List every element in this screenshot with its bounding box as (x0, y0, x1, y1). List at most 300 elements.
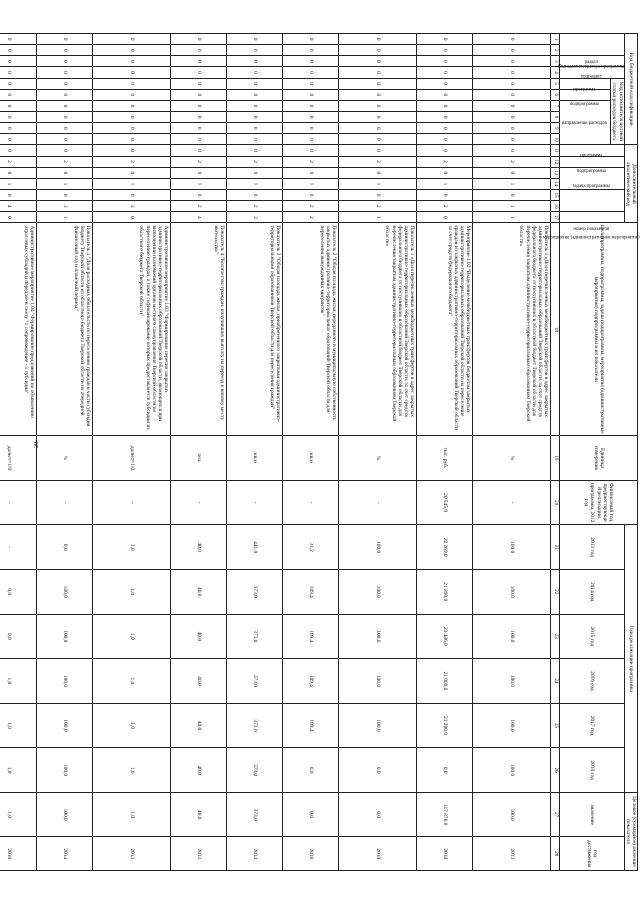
target-value-cell: 1,0 (0, 792, 37, 837)
year-value-cell: 100,0 (339, 614, 417, 659)
code-digit-cell: 0 (339, 67, 417, 78)
year-value-cell: 0,0 (339, 748, 417, 793)
year-value-cell: 1,0 (0, 748, 37, 793)
table-row (0, 34, 37, 871)
code-digit-cell: 0 (417, 190, 473, 201)
code-digit-cell: 0 (473, 134, 551, 145)
code-digit-cell: 1 (339, 178, 417, 189)
fin-year-cell: 20 545,0 (417, 480, 473, 525)
code-digit-cell: 0 (339, 56, 417, 67)
column-index-cell: 24 (551, 659, 560, 704)
column-index-cell: 5 (551, 78, 560, 89)
table-row (227, 34, 283, 871)
unit-cell: да/нет=1/0 (93, 436, 171, 481)
year-value-cell: 0,0 (283, 748, 339, 793)
year-header-2014: 2014 год (560, 569, 624, 614)
analytic-indicator-header: номер показателя (560, 212, 624, 223)
code-digit-cell: 0 (417, 145, 473, 156)
code-digit-cell: 0 (37, 89, 93, 100)
code-digit-cell: 1 (171, 178, 227, 189)
code-digit-cell: 0 (227, 100, 283, 111)
code-digit-cell: 0 (339, 34, 417, 45)
year-value-cell: 40,0 (171, 525, 227, 570)
column-index-cell: 6 (551, 89, 560, 100)
year-value-cell: 1,0 (93, 614, 171, 659)
year-value-cell: 100,0 (473, 614, 551, 659)
table-row (93, 34, 171, 871)
table-row (37, 34, 93, 871)
code-digit-cell: 1 (417, 178, 473, 189)
target-year-cell: 2013 (473, 837, 551, 871)
year-value-cell: 1,0 (93, 703, 171, 748)
goal-text-cell: Административное мероприятие 1.04 "Формирование предложений по объявлению отраслевых субсидий и передаче в смету "1 сопровождение - 1 субсидия" (0, 223, 37, 436)
year-value-cell: 21 898,0 (417, 569, 473, 614)
year-value-cell: 0,0 (0, 569, 37, 614)
code-digit-cell: 4 (0, 201, 37, 212)
code-digit-cell: 0 (473, 111, 551, 122)
year-value-cell: 100,0 (339, 659, 417, 704)
code-digit-cell: 0 (93, 67, 171, 78)
code-digit-cell: 0 (93, 145, 171, 156)
year-value-cell: 373,0 (227, 748, 283, 793)
year-value-cell: 1,0 (0, 703, 37, 748)
column-index-cell: 16 (551, 201, 560, 212)
fin-year-cell: - (37, 480, 93, 525)
target-value-cell: 0,0 (339, 792, 417, 837)
code-digit-cell: 0 (171, 89, 227, 100)
code-digit-cell: 2 (171, 201, 227, 212)
code-digit-cell: 0 (93, 111, 171, 122)
year-header-2016: 2016 год (560, 659, 624, 704)
fin-year-cell: - (93, 480, 171, 525)
code-digit-cell: 0 (171, 45, 227, 56)
code-digit-cell: 2 (417, 156, 473, 167)
goal-text-cell: Показатель 1 «Доля перечисленных межбюджетных трансфертов в адрес закрытых административно-территориальных образований Тверской области, за счет средств федерального бюджета от поступивших в областной бюджет Тверской области для перечисления закрытым административно-территориальным образованиям Тверской области» (473, 223, 551, 436)
code-digit-cell: 1 (473, 178, 551, 189)
table-row (283, 34, 339, 871)
unit-cell: чел. (171, 436, 227, 481)
column-index-cell: 12 (551, 156, 560, 167)
column-index-cell: 15 (551, 190, 560, 201)
code-digit-cell: 0 (0, 111, 37, 122)
unit-cell: кв.м (227, 436, 283, 481)
column-index-cell: 20 (551, 480, 560, 525)
code-digit-cell: 0 (93, 123, 171, 134)
column-index-cell: 4 (551, 67, 560, 78)
code-digit-cell: 0 (0, 100, 37, 111)
year-value-cell: 1,0 (93, 659, 171, 704)
code-digit-cell: 2 (227, 201, 283, 212)
page-number: 29 (34, 442, 40, 448)
code-digit-cell: 0 (417, 67, 473, 78)
goal-text-cell: Мероприятие 1.02 "Выделение межбюджетных трансфертов бюджетам закрытых административно-территориальных образований Тверской области на переселение граждан из закрытых административно-территориальных образований Тверской области за счет средств федерального бюджета" (417, 223, 473, 436)
year-value-cell: 100,0 (37, 614, 93, 659)
year-value-cell: 100,0 (473, 748, 551, 793)
year-value-cell: 100,0 (339, 569, 417, 614)
target-year-cell: 2013 (93, 837, 171, 871)
code-digit-cell: 0 (37, 45, 93, 56)
code-digit-cell: 2 (339, 156, 417, 167)
goal-text-cell: Административное мероприятие 1.03 "Формирование перечня закрытых административно-территориальных образований Тверской области, являющихся при выполнении полномочий органов местного самоуправления Тверской области по переселению граждан, а также софинансирование которых предоставляется субсидии из областного бюджета Тверской области" (93, 223, 171, 436)
code-digit-cell: 0 (0, 145, 37, 156)
year-value-cell: 1,0 (0, 659, 37, 704)
year-header-2017: 2017 год (560, 703, 624, 748)
target-year-cell: 2013 (171, 837, 227, 871)
programma-header: программа (560, 78, 611, 89)
column-index-cell: 26 (551, 748, 560, 793)
code-digit-cell: 0 (417, 167, 473, 178)
code-digit-cell: 0 (283, 67, 339, 78)
code-digit-cell: 0 (473, 190, 551, 201)
code-digit-cell: 2 (37, 156, 93, 167)
razdel-header: раздел (560, 56, 624, 67)
code-digit-cell: 0 (37, 100, 93, 111)
code-digit-cell: 0 (93, 190, 171, 201)
code-digit-cell: 0 (93, 100, 171, 111)
fin-year-header: Финансовый год, предшествующий реализации программы, 2012 год (560, 480, 638, 525)
fin-year-cell: - (171, 480, 227, 525)
code-digit-cell: 0 (0, 167, 37, 178)
target-value-cell: 373,0 (227, 792, 283, 837)
code-digit-cell: 0 (473, 45, 551, 56)
code-digit-cell: 2 (93, 156, 171, 167)
code-digit-cell: 1 (473, 212, 551, 223)
napravlenie-header: направление расходов (560, 100, 611, 145)
goal-text-cell: Показатель 2 "Общая площадь жилья, переданного в муниципальную собственность закрытых административно-территориальных образований Тверской области для переселения вынужденных мигрантов" (283, 223, 339, 436)
code-digit-cell: 0 (473, 67, 551, 78)
code-digit-cell: 0 (473, 89, 551, 100)
expense-code-header: Код исполнителя целевой статьи расходов бюджета (611, 78, 624, 145)
year-value-cell: 40,0 (171, 659, 227, 704)
column-index-row (551, 34, 560, 871)
code-digit-cell: 0 (37, 167, 93, 178)
year-value-cell: 40,0 (171, 569, 227, 614)
code-digit-cell: 0 (417, 212, 473, 223)
code-digit-cell: 0 (0, 34, 37, 45)
code-digit-cell: 1 (93, 178, 171, 189)
code-digit-cell: 0 (473, 56, 551, 67)
code-digit-cell: 0 (227, 123, 283, 134)
unit-cell: кв.м (283, 436, 339, 481)
code-digit-cell: 3 (227, 212, 283, 223)
unit-cell: тыс. руб. (417, 436, 473, 481)
fin-year-cell: - (339, 480, 417, 525)
code-digit-cell: 0 (283, 34, 339, 45)
code-digit-cell: 0 (473, 167, 551, 178)
code-digit-cell: 0 (417, 45, 473, 56)
code-digit-cell: 0 (0, 56, 37, 67)
year-value-cell: 22 269,0 (417, 525, 473, 570)
year-value-cell: 100,0 (473, 569, 551, 614)
years-header: Годы реализации программы (624, 525, 637, 792)
unit-cell: % (37, 436, 93, 481)
year-value-cell: 373,0 (227, 614, 283, 659)
year-value-cell: 1,0 (93, 569, 171, 614)
code-digit-cell: 0 (0, 78, 37, 89)
code-digit-cell: 0 (93, 212, 171, 223)
year-value-cell: 40,0 (171, 614, 227, 659)
year-value-cell: 109,4 (283, 703, 339, 748)
analytic-subprogram-header: подпрограмма (560, 156, 624, 167)
code-digit-cell: 1 (37, 178, 93, 189)
year-value-cell: 100,0 (37, 703, 93, 748)
code-digit-cell: 2 (283, 201, 339, 212)
code-digit-cell: 1 (37, 212, 93, 223)
year-value-cell: 40,0 (171, 748, 227, 793)
target-value-cell: 1,0 (93, 792, 171, 837)
code-digit-cell: 2 (473, 156, 551, 167)
code-digit-cell: 0 (339, 190, 417, 201)
code-digit-cell: 0 (93, 56, 171, 67)
year-value-cell: 100,0 (473, 659, 551, 704)
code-digit-cell: 0 (473, 145, 551, 156)
target-year-cell: 2018 (417, 837, 473, 871)
year-value-cell: 21 000,0 (417, 659, 473, 704)
goal-text-cell: Показатель 1 «Доля перечисленных межбюджетных трансфертов в адрес закрытых административно-территориальных образований Тверской области, за счет средств федерального бюджета от поступивших в областной бюджет Тверской области для перечисления закрытым административно-территориальным образованиям Тверской области» (339, 223, 417, 436)
year-value-cell: 373,0 (227, 659, 283, 704)
code-digit-cell: 0 (171, 100, 227, 111)
code-digit-cell: 0 (37, 134, 93, 145)
code-digit-cell: 0 (227, 89, 283, 100)
code-digit-cell: 2 (283, 212, 339, 223)
code-digit-cell: 0 (417, 78, 473, 89)
code-digit-cell: 0 (171, 34, 227, 45)
analytic-code-header: Дополнительный аналитический код (624, 145, 637, 223)
table-row (339, 34, 417, 871)
column-index-cell: 9 (551, 123, 560, 134)
column-index-cell: 21 (551, 525, 560, 570)
code-digit-cell: 2 (283, 156, 339, 167)
code-digit-cell: 0 (227, 67, 283, 78)
code-digit-cell: 0 (417, 56, 473, 67)
target-year-cell: 2018 (283, 837, 339, 871)
column-index-cell: 23 (551, 614, 560, 659)
code-digit-cell: 2 (171, 156, 227, 167)
code-digit-cell: 0 (339, 78, 417, 89)
code-digit-cell: 0 (473, 78, 551, 89)
unit-header: Единица измерения (560, 436, 638, 481)
code-digit-cell: 2 (339, 201, 417, 212)
code-digit-cell: 1 (473, 201, 551, 212)
target-value-cell: 40,0 (171, 792, 227, 837)
code-digit-cell: 0 (283, 123, 339, 134)
code-digit-cell: 0 (227, 78, 283, 89)
unit-cell: % (339, 436, 417, 481)
code-digit-cell: 0 (283, 190, 339, 201)
code-digit-cell: 0 (227, 145, 283, 156)
code-digit-cell: 0 (473, 123, 551, 134)
code-digit-cell: 0 (171, 167, 227, 178)
code-digit-cell: 0 (227, 56, 283, 67)
code-digit-cell: 0 (283, 89, 339, 100)
code-digit-cell: 0 (339, 123, 417, 134)
code-digit-cell: 0 (0, 134, 37, 145)
code-digit-cell: 0 (93, 89, 171, 100)
year-value-cell: 441,0 (227, 525, 283, 570)
target-year-cell: 2014 (227, 837, 283, 871)
code-digit-cell: 0 (417, 100, 473, 111)
code-digit-cell: 0 (0, 67, 37, 78)
code-digit-cell: 1 (339, 212, 417, 223)
year-value-cell: 100,0 (37, 569, 93, 614)
code-digit-cell: 0 (283, 56, 339, 67)
code-digit-cell: 0 (227, 111, 283, 122)
code-digit-cell: 0 (171, 56, 227, 67)
target-year-cell: 2014 (37, 837, 93, 871)
code-digit-cell: 0 (283, 78, 339, 89)
year-value-cell: 100,0 (473, 703, 551, 748)
code-digit-cell: 0 (93, 167, 171, 178)
fin-year-cell: - (283, 480, 339, 525)
table-row (171, 34, 227, 871)
year-value-cell: 100,0 (473, 525, 551, 570)
unit-cell: да/нет=1/0 (0, 436, 37, 481)
code-digit-cell: 0 (473, 100, 551, 111)
analytic-program-header: программа (560, 145, 624, 156)
code-digit-cell: 0 (37, 190, 93, 201)
code-digit-cell: 0 (417, 89, 473, 100)
code-digit-cell: 0 (37, 111, 93, 122)
year-value-cell: 0,0 (37, 525, 93, 570)
code-digit-cell: 0 (0, 212, 37, 223)
code-digit-cell: 0 (171, 134, 227, 145)
target-year-cell: 2018 (339, 837, 417, 871)
year-value-cell: 31,2 (283, 525, 339, 570)
code-digit-cell: 1 (283, 178, 339, 189)
year-value-cell: 373,0 (227, 569, 283, 614)
year-header-2015: 2015 год (560, 614, 624, 659)
code-digit-cell: 0 (339, 145, 417, 156)
column-index-cell: 11 (551, 145, 560, 156)
year-value-cell: 23 486,0 (417, 614, 473, 659)
code-digit-cell: 0 (283, 100, 339, 111)
code-digit-cell: 0 (171, 190, 227, 201)
goal-text-cell: Показатель 3 "Общая площадь жилья, приобретенного закрытыми административно-территориальными образованиями Тверской области для переселения граждан" (227, 223, 283, 436)
target-value-header: значение (560, 792, 624, 837)
target-year-cell: 2016 (0, 837, 37, 871)
column-index-cell: 25 (551, 703, 560, 748)
column-index-cell: 17 (551, 212, 560, 223)
column-index-cell: 14 (551, 178, 560, 189)
code-digit-cell: 0 (417, 34, 473, 45)
column-index-cell: 7 (551, 100, 560, 111)
target-value-cell: 117 876,0 (417, 792, 473, 837)
year-value-cell: 0,0 (417, 748, 473, 793)
code-digit-cell: 0 (0, 123, 37, 134)
year-value-cell: 109,4 (283, 659, 339, 704)
code-digit-cell: 0 (93, 34, 171, 45)
code-digit-cell: 0 (339, 89, 417, 100)
year-value-cell: 373,0 (227, 703, 283, 748)
code-digit-cell: 3 (37, 201, 93, 212)
code-digit-cell: 0 (227, 190, 283, 201)
code-digit-cell: 0 (417, 111, 473, 122)
code-digit-cell: 0 (339, 134, 417, 145)
code-digit-cell: 0 (283, 45, 339, 56)
code-digit-cell: 0 (417, 123, 473, 134)
code-digit-cell: 0 (339, 167, 417, 178)
table-row (473, 34, 551, 871)
unit-cell: % (473, 436, 551, 481)
code-digit-cell: 0 (0, 190, 37, 201)
target-value-cell: 0,0 (283, 792, 339, 837)
code-digit-cell: 0 (339, 45, 417, 56)
code-digit-cell: 3 (93, 201, 171, 212)
code-digit-cell: 1 (227, 178, 283, 189)
column-index-cell: 13 (551, 167, 560, 178)
year-value-cell: 40,0 (171, 703, 227, 748)
column-index-cell: 8 (551, 111, 560, 122)
column-index-cell: 2 (551, 45, 560, 56)
target-year-header: год достижения (560, 837, 624, 871)
code-digit-cell: 0 (283, 111, 339, 122)
code-digit-cell: 0 (283, 167, 339, 178)
year-value-cell: 1,0 (93, 525, 171, 570)
column-index-cell: 18 (551, 223, 560, 436)
podprogramma-header: подпрограмма (560, 89, 611, 100)
code-digit-cell: 2 (417, 201, 473, 212)
code-digit-cell: 0 (171, 145, 227, 156)
column-index-cell: 10 (551, 134, 560, 145)
code-digit-cell: 1 (0, 178, 37, 189)
code-digit-cell: 0 (339, 100, 417, 111)
code-digit-cell: 0 (283, 145, 339, 156)
year-value-cell: - (0, 525, 37, 570)
code-digit-cell: 0 (93, 45, 171, 56)
code-digit-cell: 0 (227, 45, 283, 56)
code-digit-cell: 0 (37, 123, 93, 134)
code-digit-cell: 0 (37, 145, 93, 156)
column-index-cell: 19 (551, 436, 560, 481)
fin-year-cell: - (0, 480, 37, 525)
year-value-cell: 109,4 (283, 614, 339, 659)
code-digit-cell: 0 (171, 111, 227, 122)
year-value-cell: 100,0 (339, 525, 417, 570)
year-value-cell: 21 200,0 (417, 703, 473, 748)
year-value-cell: 1,0 (93, 748, 171, 793)
budget-classification-header: Код бюджетной классификации (624, 34, 637, 145)
code-digit-cell: 0 (473, 34, 551, 45)
goal-text-cell: Показатель 4 "Количество граждан, получивших выплату на переезд к новому месту жительства" (171, 223, 227, 436)
code-digit-cell: 2 (0, 156, 37, 167)
code-digit-cell: 0 (283, 134, 339, 145)
admin-code-header: Код администратора программы (560, 34, 624, 56)
code-digit-cell: 0 (339, 111, 417, 122)
code-digit-cell: 0 (37, 67, 93, 78)
code-digit-cell: 4 (171, 212, 227, 223)
year-value-cell: 100,0 (339, 703, 417, 748)
target-value-cell: 100,0 (473, 792, 551, 837)
target-value-cell: 100,0 (37, 792, 93, 837)
target-header: Целевое (суммарное) значение показателя (624, 792, 637, 870)
code-digit-cell: 0 (171, 78, 227, 89)
column-index-cell: 3 (551, 56, 560, 67)
code-digit-cell: 0 (227, 34, 283, 45)
code-digit-cell: 0 (37, 56, 93, 67)
code-digit-cell: 0 (0, 89, 37, 100)
analytic-event-header: мероприятие (административное мероприятие) (560, 190, 624, 212)
year-header-2018: 2018 год (560, 748, 624, 793)
year-value-cell: 0,0 (0, 614, 37, 659)
fin-year-cell: - (473, 480, 551, 525)
code-digit-cell: 0 (0, 45, 37, 56)
analytic-task-header: задача программы (560, 167, 624, 189)
column-index-cell: 27 (551, 792, 560, 837)
goals-header: Цели программы, подпрограммы, задачи подпрограммы, мероприятия (административные мероприятия) подпрограммы и их показатели (560, 223, 638, 436)
fin-year-cell: - (227, 480, 283, 525)
year-value-cell: 100,0 (37, 659, 93, 704)
podrazdel-header: подраздел (560, 67, 624, 78)
